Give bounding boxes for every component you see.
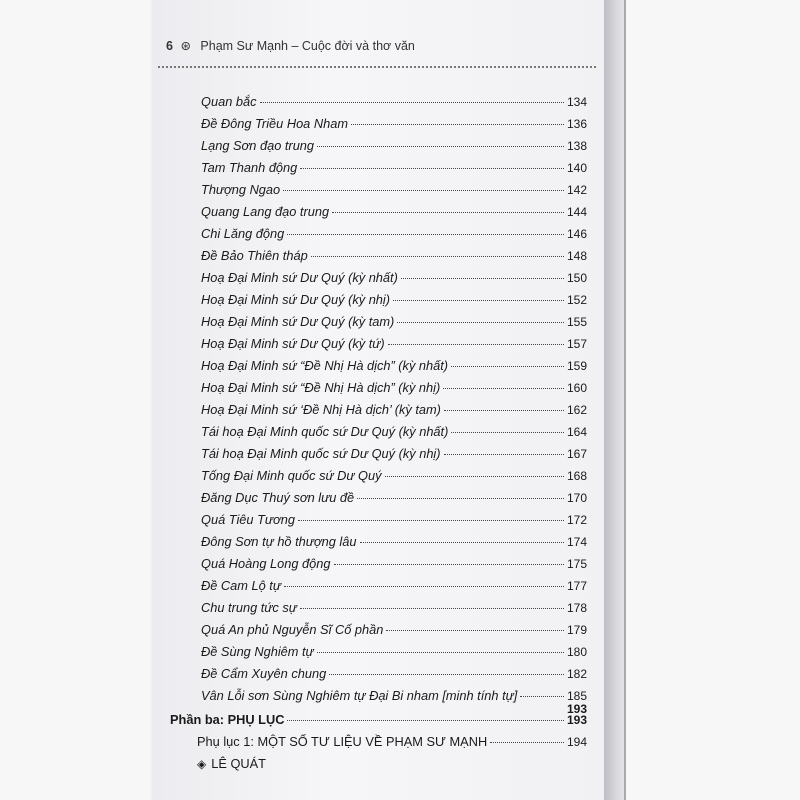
toc-entry: Đề Sùng Nghiêm tự 180 xyxy=(201,644,587,659)
toc-entry: Thượng Ngao 142 xyxy=(201,182,587,197)
ornament-icon: ⊛ xyxy=(180,39,191,53)
toc-entry: Hoạ Đại Minh sứ “Đề Nhị Hà dịch” (kỳ nhị) 160 xyxy=(201,380,587,395)
toc-entry: Hoạ Đại Minh sứ “Đề Nhị Hà dịch” (kỳ nhất) 159 xyxy=(201,358,587,373)
toc-entry: Đề Đông Triều Hoa Nham 136 xyxy=(201,116,587,131)
diamond-bullet-icon: ◈ xyxy=(197,757,207,771)
toc-entry: Chu trung tức sự 178 xyxy=(201,600,587,615)
section-page-top: 193 xyxy=(566,702,587,716)
toc-entry: Hoạ Đại Minh sứ Dư Quý (kỳ tứ) 157 xyxy=(201,336,587,351)
sub-item: ◈ LÊ QUÁT xyxy=(197,756,266,771)
toc-entry: Hoạ Đại Minh sứ Dư Quý (kỳ nhị) 152 xyxy=(201,292,587,307)
appendix-entry: Phụ lục 1: MỘT SỐ TƯ LIỆU VỀ PHẠM SƯ MẠNH 194 xyxy=(197,734,587,749)
toc-entry: Quan bắc 134 xyxy=(201,94,587,109)
section-heading: Phần ba: PHỤ LỤC 193 xyxy=(170,712,587,727)
toc-entry: Hoạ Đại Minh sứ ‘Đề Nhị Hà dịch’ (kỳ tam) 162 xyxy=(201,402,587,417)
toc-entry: Tái hoạ Đại Minh quốc sứ Dư Quý (kỳ nhất) 164 xyxy=(201,424,587,439)
toc-entry: Chi Lăng động 146 xyxy=(201,226,587,241)
toc-entry: Hoạ Đại Minh sứ Dư Quý (kỳ nhất) 150 xyxy=(201,270,587,285)
toc-entry: Đề Cam Lộ tự 177 xyxy=(201,578,587,593)
header-page-number: 6 xyxy=(166,39,173,53)
book-cover-edge xyxy=(604,0,626,800)
toc-entry: Hoạ Đại Minh sứ Dư Quý (kỳ tam) 155 xyxy=(201,314,587,329)
toc-entry: Tái hoạ Đại Minh quốc sứ Dư Quý (kỳ nhị) 167 xyxy=(201,446,587,461)
toc-entry: Quá Hoàng Long động 175 xyxy=(201,556,587,571)
toc-entry: Lạng Sơn đạo trung 138 xyxy=(201,138,587,153)
toc-entry: Tam Thanh động 140 xyxy=(201,160,587,175)
toc-entry: Đề Cẩm Xuyên chung 182 xyxy=(201,666,587,681)
toc-entry: Quá An phủ Nguyễn Sĩ Cố phần 179 xyxy=(201,622,587,637)
running-header xyxy=(166,38,586,58)
toc-entry: Quá Tiêu Tương 172 xyxy=(201,512,587,527)
toc-entry: Đông Sơn tự hồ thượng lâu 174 xyxy=(201,534,587,549)
toc-entry: Quang Lang đạo trung 144 xyxy=(201,204,587,219)
toc-entry: Tống Đại Minh quốc sứ Dư Quý 168 xyxy=(201,468,587,483)
header-rule xyxy=(158,66,596,68)
toc-entry: Đề Bảo Thiên tháp 148 xyxy=(201,248,587,263)
toc-entry: Vân Lỗi sơn Sùng Nghiêm tự Đại Bi nham [minh tính tự] 185 xyxy=(201,688,587,703)
header-title: Phạm Sư Mạnh – Cuộc đời và thơ văn xyxy=(200,39,415,53)
toc-entry: Đăng Dục Thuý sơn lưu đề 170 xyxy=(201,490,587,505)
